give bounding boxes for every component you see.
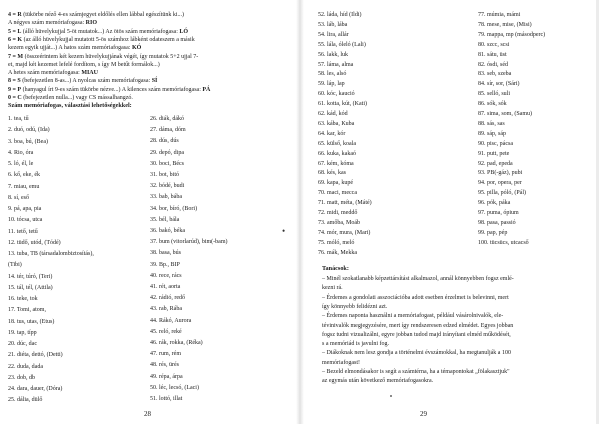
peg-entry: 27. dáma, dóm [150,127,186,134]
peg-entry: 28. dús, dús [150,138,179,145]
peg-entry: 19. tap, típp [8,329,37,336]
rule-text: A négyes szám memóriafogasa: [8,20,86,27]
peg-entry: 31. bot, bitó [150,172,180,178]
right-page [300,0,600,424]
peg-entry: 54. lira, allár [318,31,349,38]
peg-entry: 98. pasa, passió [478,219,516,226]
peg-entry: 68. kés, kas [318,170,346,177]
peg-entry: 30. boci, Bécs [150,160,184,167]
peg-entry: 47. rum, rém [150,351,181,358]
rule-key: MIAU [81,70,98,77]
peg-entry: 37. bum (vitorlarúd), bim(-bam) [150,239,228,246]
peg-entry: 96. pók, páka [478,200,511,207]
peg-entry: 61. kotta, kút, (Kati) [318,101,367,108]
peg-entry: 2. duó, odú, (Ida) [8,127,50,134]
rule-line [8,20,97,26]
peg-entry: 86. sók, sók [478,101,507,108]
rule-line [8,70,98,76]
peg-entry: 53. láb, lába [318,21,348,28]
peg-entry: 41. rét, aorta [150,284,181,290]
peg-entry: 45. reló, reké [150,328,182,335]
rule-key: 5 = L [8,28,22,35]
rule-line [8,12,184,18]
rule-key: 4 = R [8,12,22,18]
peg-entry: 18. tus, utas, (Etus) [8,318,55,325]
peg-entry: 15. tál, tél, (Attila) [8,284,53,291]
peg-entry: 67. kém, kóma [318,160,354,167]
peg-entry: 50. léc, lecsó, (Laci) [150,384,199,391]
peg-entry: 5. ló, él, le [8,161,34,167]
tip-line: – Bezeld elmondásakor is segít a számtérna, ha a témapontokat „fölakasztjuk" [322,369,510,375]
peg-entry: 73. amőba, Moáb [318,219,360,226]
peg-entry: 14. tér, túró, (Teri) [8,273,53,280]
peg-entry: 56. lakk, luk [318,51,348,58]
page-speck [390,395,392,397]
margin-mark: • [282,226,286,236]
rule-text: kezem egyik ujját...) A hatos szám memóriafogasa: [8,45,132,52]
tip-line: – Érdemes naponta használni a memóriafogast, például vásárolnivalók, ele- [322,313,504,320]
peg-entry: 3. boa, bú, (Bea) [8,138,48,145]
rule-key: 6 = K [8,36,23,43]
rule-text: (tükörbe néző 4-es számjegyet eldőlés ellen lábbal egészítünk ki...) [21,12,185,18]
tip-line: – Minél szokatlanabb képzettársítást alkalmazol, annál könnyebben fogsz emlé- [322,276,514,282]
peg-entry: 24. dara, dauer, (Dóra) [8,386,63,392]
peg-entry: 52. láda, híd (Ildi) [318,12,362,18]
tip-line: az egymás után következő memóriafogasokra. [322,378,434,385]
peg-entry: 40. rece, rács [150,272,182,279]
tip-line: s a memóriád is javulni fog. [322,341,389,348]
peg-entry: 71. matt, méta, (Máté) [318,200,372,207]
rule-key: RIO [85,20,97,27]
peg-entry: 63. kába, Kuba [318,120,355,127]
tip-line: fogsz tudni vizualizálni, egyre jobban tudod majd irányítani elméd működését, [322,331,511,338]
peg-entry: 9. pá, apa, pia [8,206,42,212]
peg-entry: 64. kar, kór [318,130,346,137]
rule-line [8,62,160,68]
peg-entry: 59. láp, lap [318,81,345,88]
rule-key: 7 = M [8,53,24,60]
peg-entry: 7. miau, emu [8,183,40,190]
peg-entry: 22. duda, dada [8,363,43,370]
peg-entry: 75. móló, meló [318,239,355,246]
peg-entry: 8. sí, eső [8,194,29,201]
peg-entry: 65. külső, koala [318,140,356,147]
tips-title: Tanácsok: [322,265,349,272]
peg-entry: 12. tüdő, utód, (Tódé) [8,239,61,246]
peg-entry: 23. dob, db [8,374,35,381]
peg-entry: 92. pad, epeda [478,160,513,167]
peg-entry: 82. ósdi, séd [478,61,508,68]
peg-entry: (Tibi) [8,262,22,269]
rule-text: et, majd két kezemet lefelé fordítom, s így M betűt formálok...) [8,61,160,68]
tip-line: kezni rá. [322,285,343,292]
rule-text: (álló hüvelykujjal 5-öt mutatok...) Az ötös szám memóriafogasa: [21,28,180,35]
rule-text: (az álló hüvelykujjal mutatott 5-ös számhoz lábként odateszem a másik [22,36,195,43]
peg-entry: 81. sátu, üst [478,51,507,58]
peg-entry: 17. Tomi, atom, [8,307,46,314]
peg-entry: 10. tócsa, utca [8,217,43,224]
rule-key: 9 = P [8,86,22,93]
peg-entry: 4. Rio, óra [8,149,34,156]
rule-key: PÁ [202,86,211,93]
peg-entry: 93. PB(-gáz), pubi [478,170,523,177]
peg-entry: 20. dúc, dac [8,341,37,347]
peg-entry: 87. sima, som, (Samu) [478,111,532,117]
peg-entry: 38. basa, bús [150,250,181,257]
peg-entry: 95. pilla, póló, (Pál) [478,190,526,197]
rule-line [8,54,198,60]
peg-entry: 42. rádió, redő [150,295,185,302]
rule-text: (összeérintem két kezem hüvelykujjának végét, így mutatok 5+2 ujjal 7- [23,53,199,60]
peg-entry: 55. lála, óleló (Lali) [318,41,366,48]
peg-entry: 84. sír, sor, (Sári) [478,81,520,88]
peg-entry: 29. depó, dipa [150,149,184,156]
peg-entry: 25. dália, dülő [8,397,43,404]
peg-entry: 91. putt, pete [478,150,510,157]
peg-entry: 13. tuba, TB (társadalombiztosítás), [8,251,94,257]
peg-entry: 85. selló, suli [478,91,511,98]
peg-entry: 36. bakó, béka [150,228,185,234]
peg-entry: 76. mák, Mekka [318,249,357,256]
peg-entry: 51. lottó, illat [150,396,183,402]
peg-entry: 66. kuka, kakaó [318,150,356,157]
rule-key: 8 = S [8,78,21,85]
peg-entry: 11. tető, tetű [8,228,38,235]
tip-line: így könnyebb felidézni azt. [322,303,388,310]
peg-entry: 89. sáp, sáp [478,130,506,137]
peg-entry: 60. kóc, kaució [318,91,355,98]
peg-entry: 79. mappa, mp (másodperc) [478,31,546,38]
rule-text: (befejezetlen 8-as...) A nyolcas szám memóriafogasa: [20,78,152,85]
peg-entry: 74. mór, mura, (Mari) [318,229,371,236]
peg-entry: 99. pap, pép [478,229,508,236]
peg-entry: 90. pisc, pácsa [478,140,513,147]
tip-line: tévinivalók megjegyzésére, mert így rendszeresen edzed elmédet. Egyes jobban [322,322,514,329]
peg-entry: 16. teke, tok [8,296,38,302]
rule-text: A hetes szám memóriafogasa: [8,70,82,77]
rule-line [8,45,141,51]
peg-entry: 57. láma, alma [318,61,354,68]
rule-key: 0 = C [8,95,22,101]
peg-entry: 39. Bp., BIP [150,261,180,268]
peg-entry: 78. mese, mise, (Misi) [478,21,532,28]
peg-entry: 80. szcc, scsi [478,41,510,48]
rule-line [8,29,188,35]
peg-entry: 62. kád, kód [318,111,348,117]
peg-entry: 69. kapa, kupé [318,180,353,187]
tip-line: memóriafogast! [322,359,360,366]
rule-key: LÓ [179,28,189,35]
peg-entry: 21. diéta, dettó, (Detti) [8,352,63,359]
peg-entry: 88. sás, sas [478,120,505,127]
page-number-right: 29 [420,410,427,418]
rule-line [8,95,133,101]
rule-key: KÓ [131,45,142,52]
peg-entry: 33. bab, bába [150,194,182,201]
rule-key: SÍ [151,78,158,85]
peg-entry: 83. seb, szeba [478,71,512,78]
rule-line [8,87,210,93]
peg-entry: 77. múmia, mámi [478,12,521,18]
tip-line: – Diákoknak nem lesz gondja a történelmi évszámokkal, ha megtanulják a 100 [322,350,511,357]
rule-line [8,78,157,84]
peg-entry: 97. puma, ópium [478,210,519,216]
peg-entry: 70. maci, mecca [318,190,357,197]
rule-line [8,37,195,43]
peg-entry: 58. les, alsó [318,71,347,78]
section-title: Szám memóriafogas, választási lehetőségekkel: [8,102,132,109]
peg-entry: 94. por, opera, per [478,180,522,187]
peg-entry: 26. diák, dákó [150,116,184,122]
peg-entry: 6. kő, eke, ék [8,172,40,179]
peg-entry: 100. tücsücs, utcacső [478,239,529,246]
peg-entry: 48. rés, ürés [150,362,179,369]
peg-entry: 44. Rákó, Aurora [150,317,192,324]
rule-text: (befejezetlen nulla...) vagy CS mássalhangzó. [21,95,133,101]
peg-entry: 34. bor, bíró, (Bori) [150,205,198,212]
tip-line: – Érdemes a gondolati asszociációba adott esetben érzelmet is belevinni, mert [322,294,509,301]
peg-entry: 43. rab, Rába [150,306,182,313]
peg-entry: 32. bódé, budi [150,183,185,190]
peg-entry: 49. répa, árpa [150,373,183,380]
peg-entry: 35. bél, bála [150,216,180,223]
peg-entry: 72. midi, meddő [318,210,358,216]
rule-text: (hanyagul írt 9-es szám tükörbe nézve...) A kilences szám memóriafogasa: [21,86,203,93]
page-number-left: 28 [144,410,151,418]
peg-entry: 46. rák, rokka, (Réka) [150,340,203,346]
peg-entry: 1. tea, tű [8,116,29,122]
